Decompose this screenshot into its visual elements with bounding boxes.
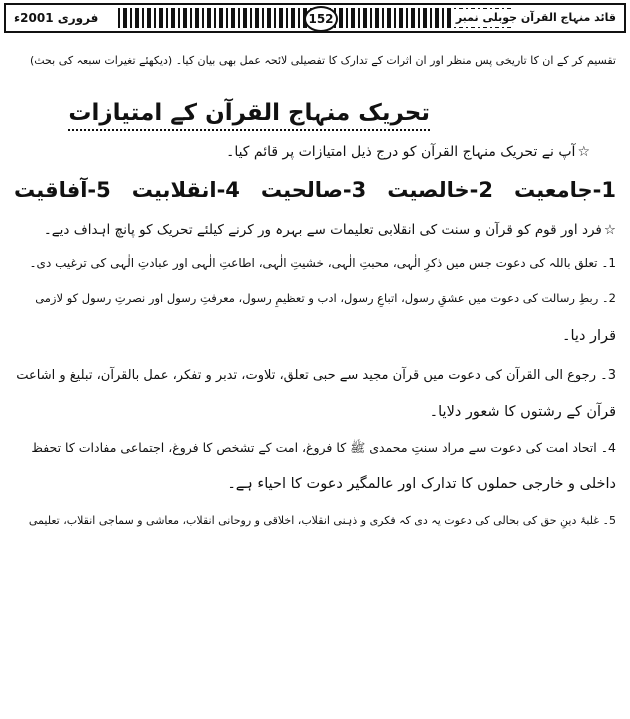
header-magazine-title: قائد منہاج القرآن جوبلی نمبر bbox=[452, 9, 620, 27]
star-icon: ☆ bbox=[577, 144, 590, 160]
goal-item-2: 2۔ ربطِ رسالت کی دعوت میں عشقِ رسول، اتباعِ رسول، ادب و تعظیمِ رسول، معرفتِ رسول اور نصرتِ رسول کو لازمی bbox=[35, 291, 616, 305]
feature-item: 2-خالصیت bbox=[387, 178, 493, 202]
goals-intro-text: فرد اور قوم کو قرآن و سنت کی انقلابی تعلیمات سے بہرہ ور کرنے کیلئے تحریک کو پانچ اہداف دیے۔ bbox=[43, 222, 602, 238]
feature-item: 3-صالحیت bbox=[260, 178, 367, 202]
page-header bbox=[4, 3, 626, 33]
goals-intro bbox=[44, 222, 616, 238]
section-heading: تحریک منہاج القرآن کے امتیازات bbox=[68, 100, 430, 131]
page-number-badge: 152 bbox=[304, 6, 338, 32]
features-list bbox=[14, 178, 616, 202]
intro-paragraph-text: آپ نے تحریک منہاج القرآن کو درج ذیل امتیازات پر قائم کیا۔ bbox=[226, 144, 576, 160]
goal-item-2-cont: قرار دیا۔ bbox=[562, 328, 616, 344]
goal-item-5: 5۔ غلبۂ دینِ حق کی بحالی کی دعوت یہ دی کہ فکری و ذہنی انقلاب، اخلاقی و روحانی انقلاب، معاشی و سماجی انقلاب، تعلیمی bbox=[28, 514, 616, 527]
star-icon: ☆ bbox=[603, 222, 616, 238]
goal-item-3: 3۔ رجوع الی القرآن کی دعوت میں قرآن مجید سے حبی تعلق، تلاوت، تدبر و تفکر، عمل بالقرآن، تبلیغ و اشاعت bbox=[16, 368, 616, 383]
intro-line: تقسیم کر کے ان کا تاریخی پس منظر اور ان اثرات کے تدارک کا تفصیلی لائحہ عمل بھی بیان کیا۔ (دیکھئے تغیرات سبعہ کی بحث) bbox=[29, 54, 616, 67]
goal-item-4-cont: داخلی و خارجی حملوں کا تدارک اور عالمگیر دعوت کا احیاء ہے۔ bbox=[227, 476, 616, 492]
intro-paragraph bbox=[226, 144, 590, 161]
goal-item-3-cont: قرآن کے رشتوں کا شعور دلایا۔ bbox=[429, 404, 616, 420]
feature-item: 1-جامعیت bbox=[513, 178, 616, 202]
goal-item-1: 1۔ تعلق باللہ کی دعوت جس میں ذکرِ الٰہی، محبتِ الٰہی، خشیتِ الٰہی، اطاعتِ الٰہی اور عبادتِ الٰہی کی ترغیب دی۔ bbox=[29, 256, 616, 270]
feature-item: 5-آفاقیت bbox=[14, 178, 111, 202]
feature-item: 4-انقلابیت bbox=[131, 178, 240, 202]
goal-item-4: 4۔ اتحاد امت کی دعوت سے مراد سنتِ محمدی ﷺ کا فروغ، امت کے تشخص کا فروغ، اجتماعی مفادات کا تحفظ bbox=[31, 440, 616, 455]
header-issue-date: فروری 2001ء bbox=[10, 9, 102, 27]
